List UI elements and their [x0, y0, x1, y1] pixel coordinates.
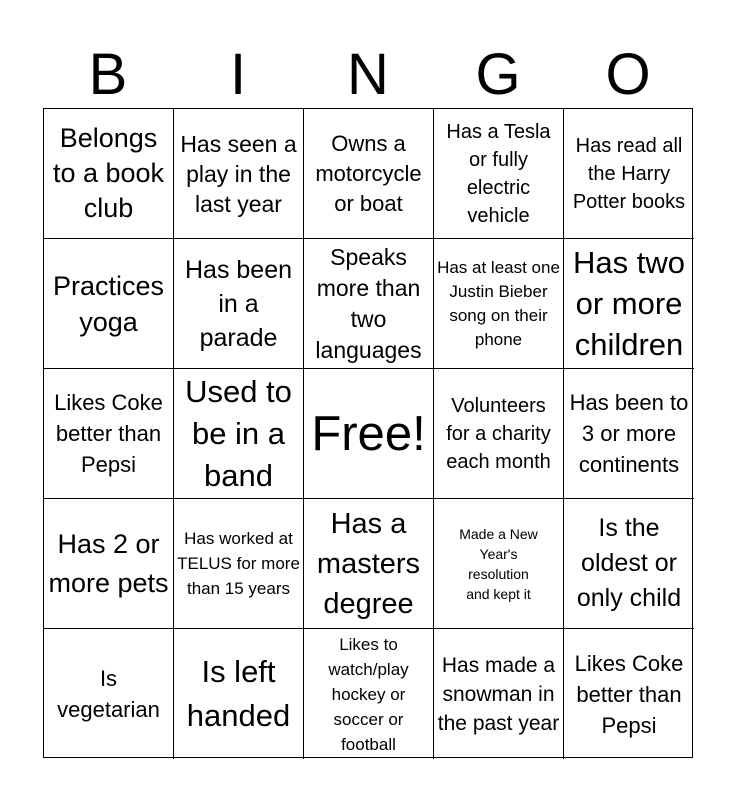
bingo-cell[interactable]: [44, 109, 174, 239]
cell-text: Likes to watch/play hockey or soccer or football: [328, 634, 409, 754]
header-letter-b: B: [88, 42, 128, 107]
bingo-cell[interactable]: [174, 499, 304, 629]
bingo-header: [43, 40, 693, 110]
bingo-cell[interactable]: [304, 369, 434, 499]
bingo-cell[interactable]: [564, 629, 694, 759]
cell-text: Has been to 3 or more continents: [569, 390, 689, 477]
cell-text: Belongs to a book club: [52, 123, 165, 223]
cell-text: Has a Tesla or fully electric vehicle: [446, 120, 551, 227]
bingo-cell[interactable]: [564, 369, 694, 499]
bingo-cell[interactable]: [304, 629, 434, 759]
cell-text: Volunteers for a charity each month: [446, 394, 551, 473]
cell-text: Has at least one Justin Bieber song on their phone: [437, 257, 560, 349]
bingo-cell[interactable]: [44, 369, 174, 499]
cell-text: Used to be in a band: [185, 373, 292, 493]
bingo-cell[interactable]: [304, 239, 434, 369]
header-letter-o: O: [605, 42, 651, 107]
cell-text: Has read all the Harry Potter books: [572, 134, 686, 213]
bingo-cell[interactable]: [304, 499, 434, 629]
bingo-cell[interactable]: [174, 629, 304, 759]
bingo-cell[interactable]: [174, 369, 304, 499]
cell-text: Likes Coke better than Pepsi: [574, 650, 684, 738]
cell-text: Is the oldest or only child: [576, 514, 682, 612]
cell-text: Has worked at TELUS for more than 15 years: [177, 529, 300, 598]
cell-text: Is vegetarian: [57, 666, 160, 722]
cell-text: Owns a motorcycle or boat: [315, 130, 422, 216]
bingo-cell[interactable]: [434, 369, 564, 499]
bingo-cell[interactable]: [174, 239, 304, 369]
bingo-cell[interactable]: [434, 499, 564, 629]
cell-text: Has 2 or more pets: [48, 528, 169, 598]
cell-text: Has seen a play in the last year: [180, 130, 297, 217]
cell-text: Has two or more children: [573, 245, 685, 362]
bingo-board: [43, 108, 693, 758]
bingo-cell[interactable]: [44, 239, 174, 369]
cell-text: Has made a snowman in the past year: [437, 653, 560, 735]
header-letter-g: G: [475, 42, 521, 107]
header-letter-i: I: [229, 42, 247, 107]
bingo-cell[interactable]: [434, 629, 564, 759]
cell-text: Has been in a parade: [184, 255, 293, 352]
cell-text: Likes Coke better than Pepsi: [54, 390, 163, 477]
cell-text: Speaks more than two languages: [315, 243, 422, 363]
bingo-cell[interactable]: [304, 109, 434, 239]
bingo-cell[interactable]: [44, 629, 174, 759]
bingo-cell[interactable]: [564, 239, 694, 369]
cell-text: Has a masters degree: [316, 507, 421, 620]
cell-text: Is left handed: [186, 654, 291, 733]
bingo-cell[interactable]: [434, 109, 564, 239]
cell-text: Free!: [311, 406, 426, 461]
cell-text: Made a New Year's resolution and kept it: [459, 525, 538, 602]
bingo-cell[interactable]: [564, 109, 694, 239]
header-letter-n: N: [347, 42, 389, 107]
cell-text: Practices yoga: [52, 270, 165, 337]
bingo-cell[interactable]: [434, 239, 564, 369]
bingo-cell[interactable]: [174, 109, 304, 239]
bingo-cell[interactable]: [564, 499, 694, 629]
bingo-cell[interactable]: [44, 499, 174, 629]
